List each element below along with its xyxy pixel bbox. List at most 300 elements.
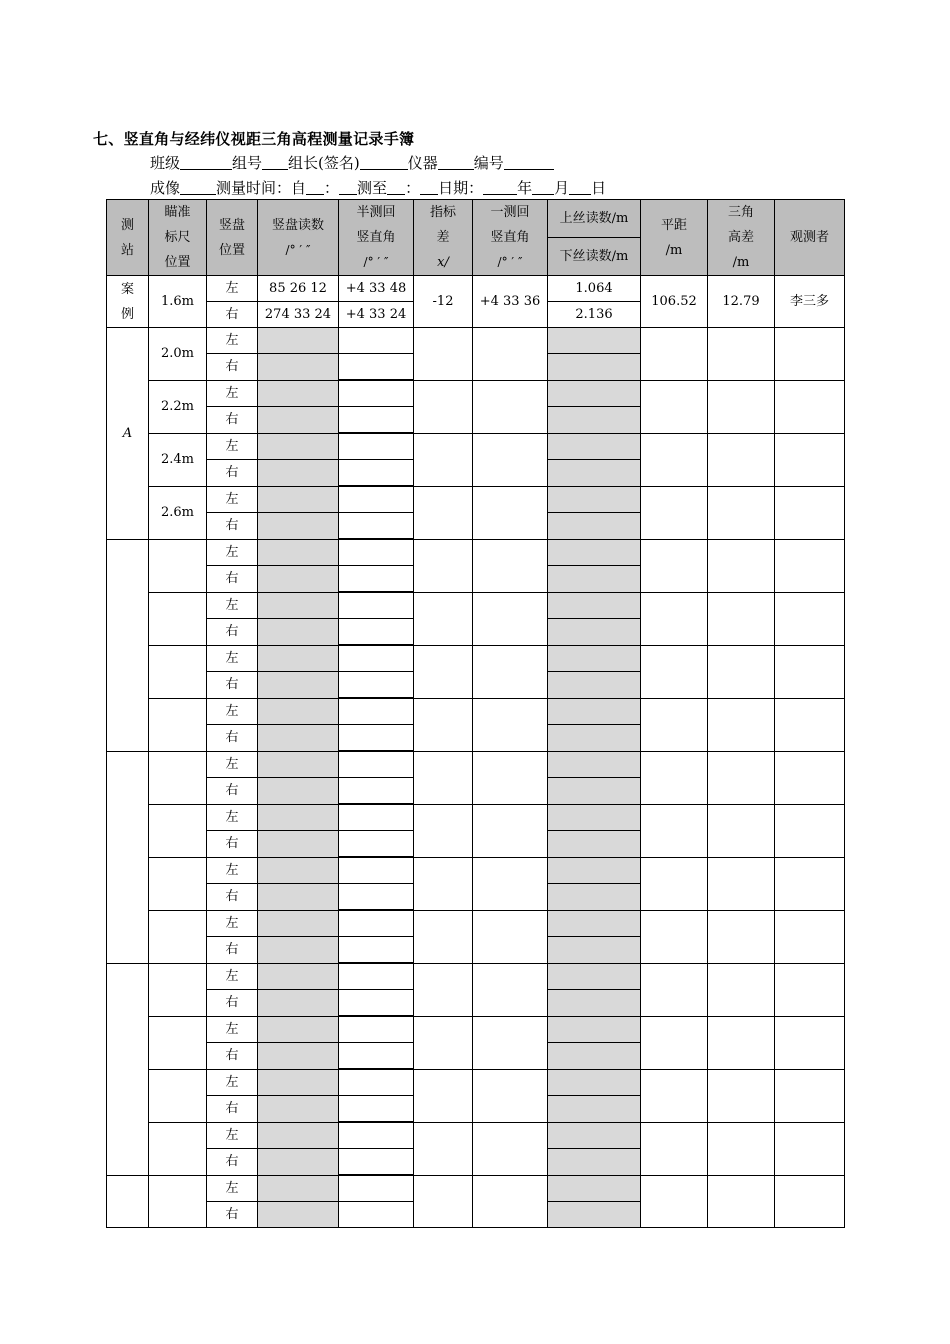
example-station: 案 例 <box>107 276 149 328</box>
observer-input[interactable] <box>775 539 845 592</box>
full-angle-input[interactable] <box>473 1069 548 1122</box>
index-error-input[interactable] <box>414 857 473 910</box>
observer-input[interactable] <box>775 486 845 539</box>
table-row <box>107 804 845 831</box>
half-angle-input[interactable] <box>339 380 414 407</box>
reading-input[interactable] <box>258 1175 339 1202</box>
upper-stadia-input[interactable] <box>548 645 641 672</box>
distance-input[interactable] <box>641 592 708 645</box>
half-angle-input[interactable] <box>339 1096 414 1123</box>
full-angle-input[interactable] <box>473 380 548 433</box>
reading-input[interactable] <box>258 539 339 566</box>
half-angle-input[interactable] <box>339 1069 414 1096</box>
target-cell[interactable] <box>149 857 207 910</box>
example-full-angle: +4 33 36 <box>473 276 548 328</box>
observer-input[interactable] <box>775 380 845 433</box>
header-distance: 平距 /m <box>641 200 708 276</box>
table-row <box>107 539 845 566</box>
example-face-left: 左 <box>207 276 258 302</box>
table-row <box>107 857 845 884</box>
reading-input[interactable] <box>258 407 339 434</box>
index-error-input[interactable] <box>414 486 473 539</box>
station-cell[interactable] <box>107 1175 149 1228</box>
observer-input[interactable] <box>775 1069 845 1122</box>
month-field[interactable] <box>532 180 554 195</box>
day-field[interactable] <box>569 180 591 195</box>
full-angle-input[interactable] <box>473 963 548 1016</box>
half-angle-input[interactable] <box>339 804 414 831</box>
target-cell: 2.0m <box>149 328 207 381</box>
station-cell: A <box>107 328 149 540</box>
observer-input[interactable] <box>775 963 845 1016</box>
index-error-input[interactable] <box>414 1016 473 1069</box>
half-angle-input[interactable] <box>339 433 414 460</box>
half-angle-input[interactable] <box>339 513 414 540</box>
half-angle-input[interactable] <box>339 857 414 884</box>
target-cell[interactable] <box>149 539 207 592</box>
distance-input[interactable] <box>641 751 708 804</box>
reading-input[interactable] <box>258 725 339 752</box>
table-row <box>107 433 845 460</box>
upper-stadia-input[interactable] <box>548 1069 641 1096</box>
distance-input[interactable] <box>641 486 708 539</box>
face-left-label: 左 <box>207 804 258 831</box>
lower-stadia-input[interactable] <box>548 513 641 540</box>
full-angle-input[interactable] <box>473 804 548 857</box>
number-field[interactable] <box>504 155 554 170</box>
distance-input[interactable] <box>641 804 708 857</box>
reading-input[interactable] <box>258 1096 339 1123</box>
instrument-field[interactable] <box>438 155 474 170</box>
example-right-reading: 274 33 24 <box>258 302 339 328</box>
reading-input[interactable] <box>258 380 339 407</box>
full-angle-input[interactable] <box>473 592 548 645</box>
reading-input[interactable] <box>258 1202 339 1228</box>
header-full-angle: 一测回 竖直角 /° ′ ″ <box>473 200 548 276</box>
half-angle-input[interactable] <box>339 460 414 487</box>
height-diff-input[interactable] <box>708 1069 775 1122</box>
reading-input[interactable] <box>258 592 339 619</box>
height-diff-input[interactable] <box>708 1175 775 1228</box>
observer-input[interactable] <box>775 592 845 645</box>
imaging-field[interactable] <box>180 180 216 195</box>
header-lower-stadia: 下丝读数/m <box>548 238 641 276</box>
reading-input[interactable] <box>258 698 339 725</box>
record-table <box>106 199 845 1228</box>
upper-stadia-input[interactable] <box>548 592 641 619</box>
distance-input[interactable] <box>641 1175 708 1228</box>
table-row <box>107 1069 845 1096</box>
face-left-label: 左 <box>207 380 258 407</box>
lower-stadia-input[interactable] <box>548 1043 641 1070</box>
reading-input[interactable] <box>258 778 339 805</box>
face-left-label: 左 <box>207 433 258 460</box>
face-left-label: 左 <box>207 963 258 990</box>
lower-stadia-input[interactable] <box>548 1096 641 1123</box>
reading-input[interactable] <box>258 1069 339 1096</box>
index-error-input[interactable] <box>414 804 473 857</box>
observer-input[interactable] <box>775 645 845 698</box>
face-left-label: 左 <box>207 328 258 354</box>
lower-stadia-input[interactable] <box>548 937 641 964</box>
upper-stadia-input[interactable] <box>548 804 641 831</box>
reading-input[interactable] <box>258 990 339 1017</box>
reading-input[interactable] <box>258 672 339 699</box>
target-cell[interactable] <box>149 910 207 963</box>
height-diff-input[interactable] <box>708 433 775 486</box>
upper-stadia-input[interactable] <box>548 380 641 407</box>
table-row <box>107 910 845 937</box>
lower-stadia-input[interactable] <box>548 566 641 593</box>
half-angle-input[interactable] <box>339 910 414 937</box>
full-angle-input[interactable] <box>473 1175 548 1228</box>
start-minute-field[interactable] <box>339 180 357 195</box>
reading-input[interactable] <box>258 804 339 831</box>
lower-stadia-input[interactable] <box>548 460 641 487</box>
target-cell: 2.2m <box>149 380 207 433</box>
half-angle-input[interactable] <box>339 1175 414 1202</box>
day-label: 日 <box>591 179 607 197</box>
lower-stadia-input[interactable] <box>548 354 641 381</box>
upper-stadia-input[interactable] <box>548 328 641 354</box>
face-right-label: 右 <box>207 1096 258 1123</box>
reading-input[interactable] <box>258 460 339 487</box>
face-left-label: 左 <box>207 857 258 884</box>
table-row <box>107 486 845 513</box>
index-error-input[interactable] <box>414 539 473 592</box>
table-row <box>107 1016 845 1043</box>
target-cell: 2.6m <box>149 486 207 539</box>
target-cell[interactable] <box>149 645 207 698</box>
header-station: 测 站 <box>107 200 149 276</box>
reading-input[interactable] <box>258 1043 339 1070</box>
face-right-label: 右 <box>207 354 258 381</box>
half-angle-input[interactable] <box>339 328 414 354</box>
face-right-label: 右 <box>207 831 258 858</box>
observer-input[interactable] <box>775 433 845 486</box>
example-left-reading: 85 26 12 <box>258 276 339 302</box>
table-row <box>107 963 845 990</box>
face-right-label: 右 <box>207 619 258 646</box>
face-right-label: 右 <box>207 407 258 434</box>
class-field[interactable] <box>180 155 232 170</box>
table-row <box>107 645 845 672</box>
index-error-input[interactable] <box>414 910 473 963</box>
reading-input[interactable] <box>258 910 339 937</box>
header-upper-stadia: 上丝读数/m <box>548 200 641 238</box>
face-left-label: 左 <box>207 539 258 566</box>
distance-input[interactable] <box>641 857 708 910</box>
face-right-label: 右 <box>207 1043 258 1070</box>
height-diff-input[interactable] <box>708 910 775 963</box>
face-right-label: 右 <box>207 1149 258 1176</box>
half-angle-input[interactable] <box>339 698 414 725</box>
leader-field[interactable] <box>360 155 408 170</box>
example-observer: 李三多 <box>775 276 845 328</box>
example-row-left <box>107 276 845 302</box>
header-height-diff: 三角 高差 /m <box>708 200 775 276</box>
full-angle-input[interactable] <box>473 539 548 592</box>
index-error-input[interactable] <box>414 698 473 751</box>
half-angle-input[interactable] <box>339 937 414 964</box>
index-error-input[interactable] <box>414 592 473 645</box>
full-angle-input[interactable] <box>473 486 548 539</box>
reading-input[interactable] <box>258 354 339 381</box>
reading-input[interactable] <box>258 566 339 593</box>
target-cell[interactable] <box>149 592 207 645</box>
station-cell[interactable] <box>107 539 149 751</box>
target-cell[interactable] <box>149 1016 207 1069</box>
observer-input[interactable] <box>775 698 845 751</box>
upper-stadia-input[interactable] <box>548 910 641 937</box>
face-right-label: 右 <box>207 884 258 911</box>
upper-stadia-input[interactable] <box>548 486 641 513</box>
station-cell[interactable] <box>107 963 149 1175</box>
instrument-label: 仪器 <box>407 154 438 172</box>
full-angle-input[interactable] <box>473 751 548 804</box>
lower-stadia-input[interactable] <box>548 1149 641 1176</box>
half-angle-input[interactable] <box>339 725 414 752</box>
index-error-input[interactable] <box>414 963 473 1016</box>
observer-input[interactable] <box>775 751 845 804</box>
height-diff-input[interactable] <box>708 1016 775 1069</box>
reading-input[interactable] <box>258 884 339 911</box>
lower-stadia-input[interactable] <box>548 725 641 752</box>
upper-stadia-input[interactable] <box>548 1175 641 1202</box>
table-row <box>107 1122 845 1149</box>
full-angle-input[interactable] <box>473 1016 548 1069</box>
half-angle-input[interactable] <box>339 592 414 619</box>
start-hour-field[interactable] <box>306 180 324 195</box>
half-angle-input[interactable] <box>339 1016 414 1043</box>
half-angle-input[interactable] <box>339 751 414 778</box>
class-label: 班级 <box>150 154 181 172</box>
height-diff-input[interactable] <box>708 1122 775 1175</box>
distance-input[interactable] <box>641 698 708 751</box>
upper-stadia-input[interactable] <box>548 1122 641 1149</box>
table-row <box>107 380 845 407</box>
group-field[interactable] <box>262 155 288 170</box>
lower-stadia-input[interactable] <box>548 407 641 434</box>
upper-stadia-input[interactable] <box>548 698 641 725</box>
full-angle-input[interactable] <box>473 645 548 698</box>
example-right-half: +4 33 24 <box>339 302 414 328</box>
target-cell[interactable] <box>149 1175 207 1228</box>
observer-input[interactable] <box>775 1016 845 1069</box>
target-cell[interactable] <box>149 963 207 1016</box>
half-angle-input[interactable] <box>339 407 414 434</box>
target-cell[interactable] <box>149 1122 207 1175</box>
observer-input[interactable] <box>775 804 845 857</box>
lower-stadia-input[interactable] <box>548 672 641 699</box>
reading-input[interactable] <box>258 433 339 460</box>
lower-stadia-input[interactable] <box>548 619 641 646</box>
half-angle-input[interactable] <box>339 990 414 1017</box>
half-angle-input[interactable] <box>339 831 414 858</box>
full-angle-input[interactable] <box>473 857 548 910</box>
face-right-label: 右 <box>207 672 258 699</box>
height-diff-input[interactable] <box>708 592 775 645</box>
distance-input[interactable] <box>641 433 708 486</box>
header-target: 瞄准 标尺 位置 <box>149 200 207 276</box>
example-left-half: +4 33 48 <box>339 276 414 302</box>
reading-input[interactable] <box>258 645 339 672</box>
reading-input[interactable] <box>258 963 339 990</box>
info-line-1 <box>150 152 554 173</box>
lower-stadia-input[interactable] <box>548 778 641 805</box>
half-angle-input[interactable] <box>339 672 414 699</box>
distance-input[interactable] <box>641 380 708 433</box>
half-angle-input[interactable] <box>339 566 414 593</box>
observer-input[interactable] <box>775 1122 845 1175</box>
observer-input[interactable] <box>775 910 845 963</box>
face-right-label: 右 <box>207 990 258 1017</box>
target-cell[interactable] <box>149 698 207 751</box>
distance-input[interactable] <box>641 1016 708 1069</box>
face-right-label: 右 <box>207 513 258 540</box>
reading-input[interactable] <box>258 1122 339 1149</box>
time-colon-2: ： <box>405 179 421 197</box>
height-diff-input[interactable] <box>708 804 775 857</box>
month-label: 月 <box>554 179 570 197</box>
face-left-label: 左 <box>207 486 258 513</box>
example-lower: 2.136 <box>548 302 641 328</box>
half-angle-input[interactable] <box>339 778 414 805</box>
face-right-label: 右 <box>207 566 258 593</box>
half-angle-input[interactable] <box>339 1202 414 1228</box>
upper-stadia-input[interactable] <box>548 433 641 460</box>
observer-input[interactable] <box>775 328 845 381</box>
leader-label: 组长(签名) <box>288 154 360 172</box>
index-error-input[interactable] <box>414 645 473 698</box>
distance-input[interactable] <box>641 539 708 592</box>
reading-input[interactable] <box>258 619 339 646</box>
height-diff-input[interactable] <box>708 698 775 751</box>
upper-stadia-input[interactable] <box>548 751 641 778</box>
target-cell[interactable] <box>149 751 207 804</box>
distance-input[interactable] <box>641 910 708 963</box>
header-face: 竖盘 位置 <box>207 200 258 276</box>
upper-stadia-input[interactable] <box>548 857 641 884</box>
number-label: 编号 <box>473 154 504 172</box>
index-error-input[interactable] <box>414 1175 473 1228</box>
height-diff-input[interactable] <box>708 963 775 1016</box>
distance-input[interactable] <box>641 1069 708 1122</box>
full-angle-input[interactable] <box>473 328 548 381</box>
reading-input[interactable] <box>258 857 339 884</box>
imaging-label: 成像 <box>150 179 181 197</box>
full-angle-input[interactable] <box>473 910 548 963</box>
index-error-input[interactable] <box>414 380 473 433</box>
half-angle-input[interactable] <box>339 645 414 672</box>
half-angle-input[interactable] <box>339 963 414 990</box>
index-error-input[interactable] <box>414 751 473 804</box>
height-diff-input[interactable] <box>708 539 775 592</box>
half-angle-input[interactable] <box>339 486 414 513</box>
height-diff-input[interactable] <box>708 380 775 433</box>
reading-input[interactable] <box>258 751 339 778</box>
half-angle-input[interactable] <box>339 884 414 911</box>
upper-stadia-input[interactable] <box>548 963 641 990</box>
table-row <box>107 592 845 619</box>
half-angle-input[interactable] <box>339 1149 414 1176</box>
target-cell[interactable] <box>149 804 207 857</box>
distance-input[interactable] <box>641 963 708 1016</box>
half-angle-input[interactable] <box>339 1122 414 1149</box>
lower-stadia-input[interactable] <box>548 831 641 858</box>
observer-input[interactable] <box>775 857 845 910</box>
face-left-label: 左 <box>207 751 258 778</box>
half-angle-input[interactable] <box>339 539 414 566</box>
face-left-label: 左 <box>207 645 258 672</box>
example-upper: 1.064 <box>548 276 641 302</box>
reading-input[interactable] <box>258 328 339 354</box>
distance-input[interactable] <box>641 1122 708 1175</box>
face-left-label: 左 <box>207 1016 258 1043</box>
example-target: 1.6m <box>149 276 207 328</box>
station-cell[interactable] <box>107 751 149 963</box>
face-left-label: 左 <box>207 1122 258 1149</box>
height-diff-input[interactable] <box>708 645 775 698</box>
target-cell[interactable] <box>149 1069 207 1122</box>
time-colon: ： <box>324 179 340 197</box>
table-row <box>107 1175 845 1202</box>
target-cell: 2.4m <box>149 433 207 486</box>
distance-input[interactable] <box>641 328 708 381</box>
half-angle-input[interactable] <box>339 354 414 381</box>
height-diff-input[interactable] <box>708 328 775 381</box>
height-diff-input[interactable] <box>708 486 775 539</box>
example-distance: 106.52 <box>641 276 708 328</box>
reading-input[interactable] <box>258 486 339 513</box>
reading-input[interactable] <box>258 937 339 964</box>
face-right-label: 右 <box>207 937 258 964</box>
height-diff-input[interactable] <box>708 857 775 910</box>
face-left-label: 左 <box>207 1069 258 1096</box>
table-row <box>107 328 845 354</box>
lower-stadia-input[interactable] <box>548 990 641 1017</box>
reading-input[interactable] <box>258 831 339 858</box>
full-angle-input[interactable] <box>473 698 548 751</box>
distance-input[interactable] <box>641 645 708 698</box>
end-minute-field[interactable] <box>420 180 438 195</box>
index-error-input[interactable] <box>414 1069 473 1122</box>
half-angle-input[interactable] <box>339 619 414 646</box>
index-error-input[interactable] <box>414 433 473 486</box>
reading-input[interactable] <box>258 513 339 540</box>
upper-stadia-input[interactable] <box>548 539 641 566</box>
lower-stadia-input[interactable] <box>548 1202 641 1228</box>
height-diff-input[interactable] <box>708 751 775 804</box>
header-index-error: 指标 差 x/ <box>414 200 473 276</box>
observer-input[interactable] <box>775 1175 845 1228</box>
half-angle-input[interactable] <box>339 1043 414 1070</box>
upper-stadia-input[interactable] <box>548 1016 641 1043</box>
index-error-input[interactable] <box>414 1122 473 1175</box>
full-angle-input[interactable] <box>473 1122 548 1175</box>
face-left-label: 左 <box>207 1175 258 1202</box>
reading-input[interactable] <box>258 1016 339 1043</box>
lower-stadia-input[interactable] <box>548 884 641 911</box>
full-angle-input[interactable] <box>473 433 548 486</box>
reading-input[interactable] <box>258 1149 339 1176</box>
year-field[interactable] <box>483 180 517 195</box>
header-half-angle: 半测回 竖直角 /° ′ ″ <box>339 200 414 276</box>
header-reading: 竖盘读数 /° ′ ″ <box>258 200 339 276</box>
index-error-input[interactable] <box>414 328 473 381</box>
face-right-label: 右 <box>207 725 258 752</box>
end-hour-field[interactable] <box>387 180 405 195</box>
